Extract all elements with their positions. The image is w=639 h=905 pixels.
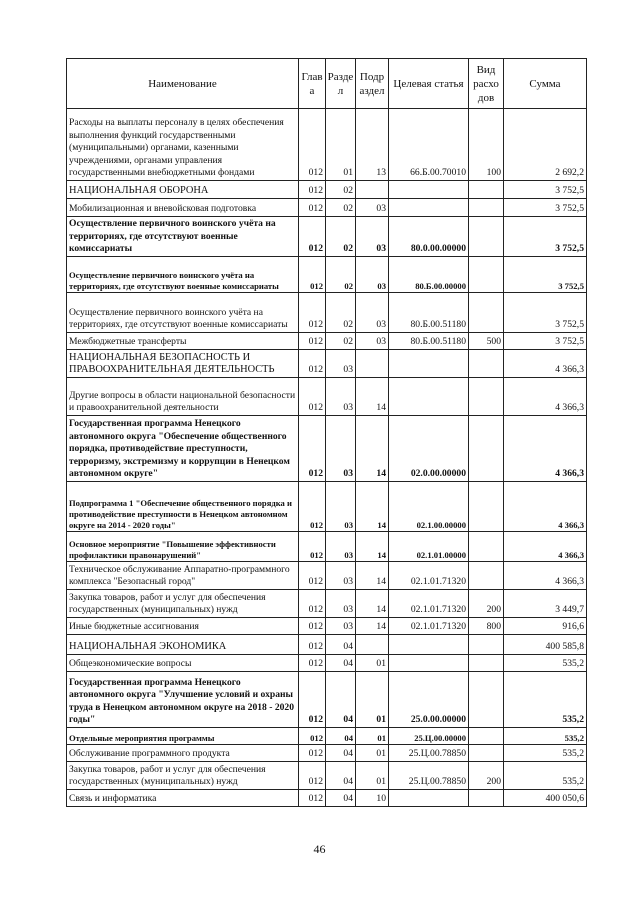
row-razdel: 01 <box>326 109 356 181</box>
row-sum: 3 752,5 <box>504 199 587 217</box>
row-razdel: 04 <box>326 745 356 762</box>
row-podrazdel: 03 <box>356 257 389 293</box>
header-podrazdel: Подр аздел <box>356 59 389 109</box>
table-row <box>67 293 587 333</box>
row-vid: 800 <box>469 618 504 635</box>
row-razdel: 02 <box>326 217 356 257</box>
page-number: 46 <box>313 842 326 856</box>
row-name: Иные бюджетные ассигнования <box>67 618 299 635</box>
row-sum: 400 050,6 <box>504 790 587 807</box>
row-razdel: 03 <box>326 378 356 416</box>
row-target <box>389 199 469 217</box>
row-vid: 100 <box>469 109 504 181</box>
row-target: 80.Б.00.51180 <box>389 333 469 350</box>
row-name: Межбюджетные трансферты <box>67 333 299 350</box>
table-row <box>67 350 587 378</box>
row-sum: 4 366,3 <box>504 532 587 562</box>
row-razdel: 02 <box>326 199 356 217</box>
row-vid <box>469 532 504 562</box>
row-razdel: 02 <box>326 293 356 333</box>
row-name: Закупка товаров, работ и услуг для обеспечения государственных (муниципальных) нужд <box>67 590 299 618</box>
row-name: Осуществление первичного воинского учёта на территориях, где отсутствуют военные комиссариаты <box>67 217 299 257</box>
header-row <box>67 59 587 109</box>
row-target: 02.1.00.00000 <box>389 482 469 532</box>
row-glava: 012 <box>299 590 326 618</box>
row-name: НАЦИОНАЛЬНАЯ ЭКОНОМИКА <box>67 635 299 655</box>
row-podrazdel: 01 <box>356 672 389 728</box>
row-podrazdel: 01 <box>356 728 389 745</box>
row-razdel: 02 <box>326 333 356 350</box>
row-glava: 012 <box>299 655 326 672</box>
row-podrazdel: 01 <box>356 762 389 790</box>
header-name: Наименование <box>67 59 299 109</box>
row-target <box>389 350 469 378</box>
row-vid <box>469 482 504 532</box>
row-vid <box>469 728 504 745</box>
row-podrazdel: 14 <box>356 378 389 416</box>
row-podrazdel: 14 <box>356 590 389 618</box>
row-sum: 535,2 <box>504 728 587 745</box>
row-glava: 012 <box>299 416 326 482</box>
row-vid <box>469 199 504 217</box>
row-target: 02.1.01.71320 <box>389 562 469 590</box>
row-vid <box>469 217 504 257</box>
row-podrazdel: 14 <box>356 482 389 532</box>
header-sum: Сумма <box>504 59 587 109</box>
row-vid: 200 <box>469 590 504 618</box>
table-row <box>67 618 587 635</box>
row-glava: 012 <box>299 745 326 762</box>
row-name: Техническое обслуживание Аппаратно-программного комплекса "Безопасный город" <box>67 562 299 590</box>
row-glava: 012 <box>299 728 326 745</box>
table-row <box>67 378 587 416</box>
row-razdel: 04 <box>326 672 356 728</box>
row-name: Государственная программа Ненецкого автономного округа "Улучшение условий и охраны труда в Ненецком автономном округе на 2018 - 2020 годы" <box>67 672 299 728</box>
row-glava: 012 <box>299 482 326 532</box>
row-vid <box>469 181 504 199</box>
row-name: Обслуживание программного продукта <box>67 745 299 762</box>
row-razdel: 03 <box>326 482 356 532</box>
row-sum: 4 366,3 <box>504 562 587 590</box>
row-glava: 012 <box>299 532 326 562</box>
budget-table <box>66 58 587 807</box>
row-sum: 3 752,5 <box>504 257 587 293</box>
table-row <box>67 562 587 590</box>
row-podrazdel: 01 <box>356 745 389 762</box>
table-row <box>67 217 587 257</box>
row-razdel: 03 <box>326 618 356 635</box>
row-sum: 916,6 <box>504 618 587 635</box>
table-row <box>67 109 587 181</box>
table-row <box>67 416 587 482</box>
row-razdel: 02 <box>326 181 356 199</box>
table-row <box>67 762 587 790</box>
row-glava: 012 <box>299 257 326 293</box>
row-sum: 4 366,3 <box>504 416 587 482</box>
row-name: Связь и информатика <box>67 790 299 807</box>
row-name: Закупка товаров, работ и услуг для обеспечения государственных (муниципальных) нужд <box>67 762 299 790</box>
row-target: 02.1.01.71320 <box>389 590 469 618</box>
table-row <box>67 635 587 655</box>
row-podrazdel: 14 <box>356 416 389 482</box>
row-podrazdel: 03 <box>356 293 389 333</box>
row-name: Государственная программа Ненецкого автономного округа "Обеспечение общественного порядка, противодействие преступности, терроризму, экстремизму и коррупции в Ненецком автономном округе" <box>67 416 299 482</box>
row-target: 25.Ц.00.78850 <box>389 745 469 762</box>
row-target: 02.0.00.00000 <box>389 416 469 482</box>
row-glava: 012 <box>299 217 326 257</box>
row-glava: 012 <box>299 672 326 728</box>
row-sum: 4 366,3 <box>504 482 587 532</box>
row-target: 02.1.01.00000 <box>389 532 469 562</box>
row-sum: 3 449,7 <box>504 590 587 618</box>
row-razdel: 04 <box>326 635 356 655</box>
row-glava: 012 <box>299 562 326 590</box>
row-target <box>389 790 469 807</box>
header-target: Целевая статья <box>389 59 469 109</box>
table-row <box>67 790 587 807</box>
row-podrazdel: 03 <box>356 217 389 257</box>
row-name: Подпрограмма 1 "Обеспечение общественного порядка и противодействие преступности в Ненецком автономном округе на 2014 - 2020 годы" <box>67 482 299 532</box>
row-podrazdel: 03 <box>356 199 389 217</box>
header-razdel: Разде л <box>326 59 356 109</box>
row-target: 25.Ц.00.00000 <box>389 728 469 745</box>
row-vid <box>469 655 504 672</box>
row-name: Общеэкономические вопросы <box>67 655 299 672</box>
table-row <box>67 181 587 199</box>
table-row <box>67 728 587 745</box>
table-row <box>67 333 587 350</box>
row-sum: 4 366,3 <box>504 378 587 416</box>
row-name: Основное мероприятие "Повышение эффективности профилактики правонарушений" <box>67 532 299 562</box>
row-target: 80.Б.00.00000 <box>389 257 469 293</box>
row-razdel: 04 <box>326 655 356 672</box>
row-glava: 012 <box>299 333 326 350</box>
row-glava: 012 <box>299 378 326 416</box>
row-name: Отдельные мероприятия программы <box>67 728 299 745</box>
row-target: 02.1.01.71320 <box>389 618 469 635</box>
row-target: 80.0.00.00000 <box>389 217 469 257</box>
table-row <box>67 672 587 728</box>
row-vid <box>469 257 504 293</box>
row-razdel: 04 <box>326 790 356 807</box>
row-podrazdel: 03 <box>356 333 389 350</box>
row-podrazdel <box>356 181 389 199</box>
row-sum: 3 752,5 <box>504 181 587 199</box>
row-sum: 3 752,5 <box>504 293 587 333</box>
row-sum: 2 692,2 <box>504 109 587 181</box>
row-name: Мобилизационная и вневойсковая подготовка <box>67 199 299 217</box>
row-target: 25.0.00.00000 <box>389 672 469 728</box>
row-vid: 200 <box>469 762 504 790</box>
row-vid <box>469 672 504 728</box>
row-podrazdel: 14 <box>356 618 389 635</box>
row-razdel: 04 <box>326 728 356 745</box>
row-vid <box>469 635 504 655</box>
row-target: 80.Б.00.51180 <box>389 293 469 333</box>
row-sum: 535,2 <box>504 762 587 790</box>
row-vid <box>469 293 504 333</box>
row-target <box>389 635 469 655</box>
row-glava: 012 <box>299 293 326 333</box>
row-vid <box>469 416 504 482</box>
row-podrazdel <box>356 350 389 378</box>
row-sum: 535,2 <box>504 745 587 762</box>
row-sum: 535,2 <box>504 655 587 672</box>
row-vid: 500 <box>469 333 504 350</box>
row-vid <box>469 350 504 378</box>
header-glava: Глав а <box>299 59 326 109</box>
header-vid: Вид расхо дов <box>469 59 504 109</box>
row-podrazdel: 10 <box>356 790 389 807</box>
row-glava: 012 <box>299 109 326 181</box>
table-row <box>67 199 587 217</box>
row-vid <box>469 562 504 590</box>
row-glava: 012 <box>299 618 326 635</box>
row-target <box>389 378 469 416</box>
table-row <box>67 745 587 762</box>
row-sum: 400 585,8 <box>504 635 587 655</box>
row-name: НАЦИОНАЛЬНАЯ ОБОРОНА <box>67 181 299 199</box>
row-razdel: 03 <box>326 590 356 618</box>
table-row <box>67 482 587 532</box>
row-vid <box>469 745 504 762</box>
row-vid <box>469 790 504 807</box>
row-vid <box>469 378 504 416</box>
row-razdel: 03 <box>326 350 356 378</box>
row-glava: 012 <box>299 635 326 655</box>
row-name: Другие вопросы в области национальной безопасности и правоохранительной деятельности <box>67 378 299 416</box>
table-row <box>67 655 587 672</box>
row-target: 25.Ц.00.78850 <box>389 762 469 790</box>
row-name: НАЦИОНАЛЬНАЯ БЕЗОПАСНОСТЬ И ПРАВООХРАНИТЕЛЬНАЯ ДЕЯТЕЛЬНОСТЬ <box>67 350 299 378</box>
row-name: Осуществление первичного воинского учёта на территориях, где отсутствуют военные комиссариаты <box>67 257 299 293</box>
row-target <box>389 655 469 672</box>
table-row <box>67 532 587 562</box>
row-glava: 012 <box>299 181 326 199</box>
row-podrazdel: 14 <box>356 532 389 562</box>
row-sum: 4 366,3 <box>504 350 587 378</box>
row-sum: 3 752,5 <box>504 333 587 350</box>
row-target: 66.Б.00.70010 <box>389 109 469 181</box>
row-glava: 012 <box>299 762 326 790</box>
row-razdel: 03 <box>326 532 356 562</box>
row-glava: 012 <box>299 199 326 217</box>
row-glava: 012 <box>299 350 326 378</box>
row-glava: 012 <box>299 790 326 807</box>
row-razdel: 03 <box>326 416 356 482</box>
row-razdel: 04 <box>326 762 356 790</box>
row-podrazdel: 13 <box>356 109 389 181</box>
table-row <box>67 590 587 618</box>
table-row <box>67 257 587 293</box>
row-razdel: 03 <box>326 562 356 590</box>
row-target <box>389 181 469 199</box>
row-name: Расходы на выплаты персоналу в целях обеспечения выполнения функций государственными (муниципальными) органами, казенными учреждениями, органами управления государственными внебюджетными фондами <box>67 109 299 181</box>
row-podrazdel: 01 <box>356 655 389 672</box>
row-sum: 535,2 <box>504 672 587 728</box>
row-podrazdel: 14 <box>356 562 389 590</box>
row-sum: 3 752,5 <box>504 217 587 257</box>
row-podrazdel <box>356 635 389 655</box>
row-name: Осуществление первичного воинского учёта на территориях, где отсутствуют военные комиссариаты <box>67 293 299 333</box>
row-razdel: 02 <box>326 257 356 293</box>
